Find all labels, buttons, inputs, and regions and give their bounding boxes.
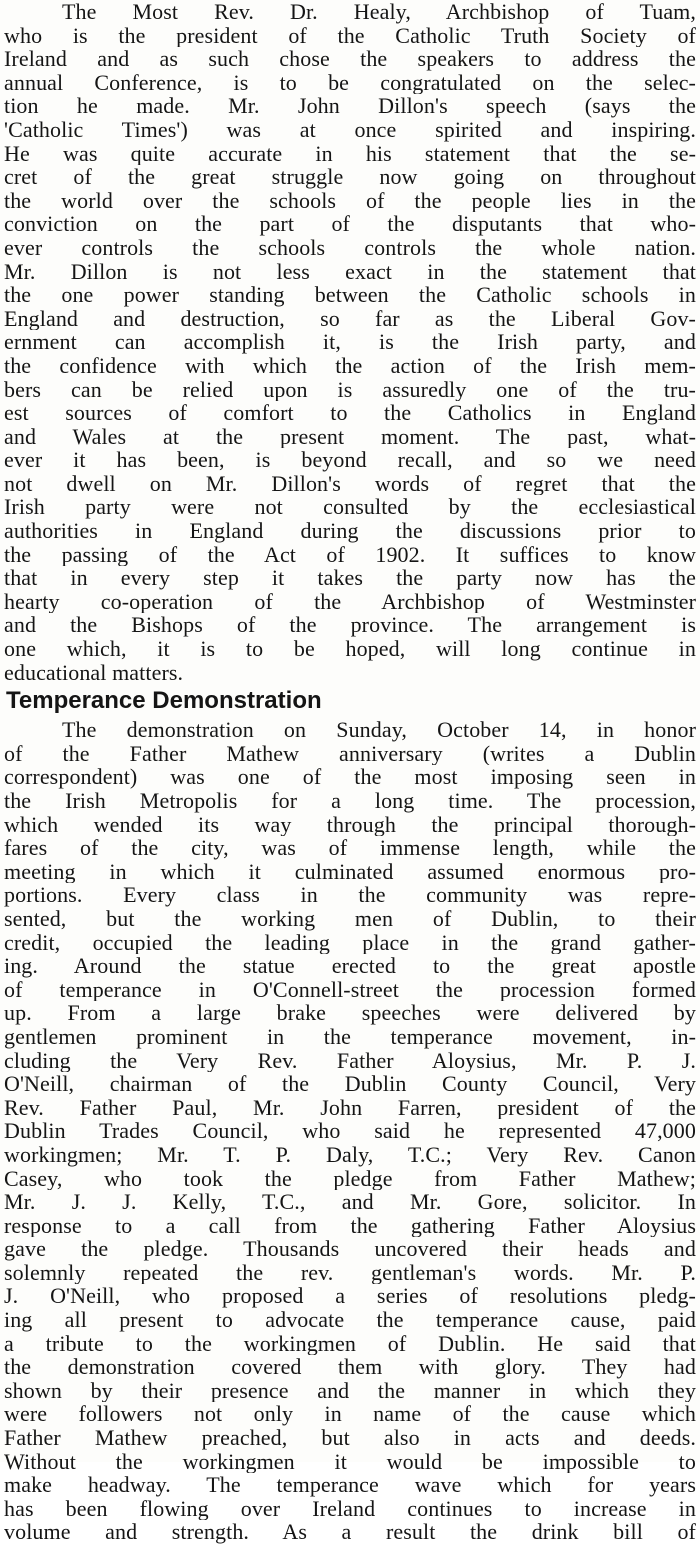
text-line: annual Conference, is to be congratulated on the selec- [4,70,696,95]
text-line: ever it has been, is beyond recall, and so we need [4,448,696,472]
text-line: correspondent) was one of the most imposing seen in [4,765,696,789]
text-line: gave the pledge. Thousands uncovered their heads and [4,1237,696,1261]
text-line: sented, but the working men of Dublin, to their [4,906,696,931]
text-line: bers can be relied upon is assuredly one of the tru- [4,377,696,402]
text-line: solemnly repeated the rev. gentleman's words. Mr. P. [4,1260,696,1285]
text-line: who is the president of the Catholic Truth Society of [4,23,696,48]
text-line: one which, it is to be hoped, will long continue in [4,637,696,661]
text-line: educational matters. [4,660,184,685]
text-line: Rev. Father Paul, Mr. John Farren, president of the [4,1095,696,1120]
text-line: England and destruction, so far as the Liberal Gov- [4,306,696,331]
text-line: the Irish Metropolis for a long time. The procession, [4,789,696,813]
text-line: 'Catholic Times') was at once spirited and inspiring. [4,117,696,142]
text-line: Dublin Trades Council, who said he represented 47,000 [4,1119,696,1143]
text-line: and the Bishops of the province. The arrangement is [4,613,696,638]
text-line: ing all present to advocate the temperance cause, paid [4,1308,696,1332]
text-line: Casey, who took the pledge from Father Mathew; [4,1166,696,1191]
text-line: The demonstration on Sunday, October 14, in honor [62,718,696,742]
text-line: a tribute to the workingmen of Dublin. He said that [4,1331,696,1356]
text-line: conviction on the part of the disputants that who- [4,212,696,236]
paragraph-healy [4,0,696,684]
text-line: shown by their presence and the manner in which they [4,1378,696,1403]
text-line: volume and strength. As a result the drink bill of [4,1520,696,1544]
text-line: cret of the great struggle now going on throughout [4,165,696,189]
text-line: Mr. Dillon is not less exact in the statement that [4,259,696,284]
text-line: of temperance in O'Connell-street the procession formed [4,977,696,1002]
text-line: make headway. The temperance wave which for years [4,1473,696,1497]
text-line: Father Mathew preached, but also in acts and deeds. [4,1426,696,1450]
text-line: response to a call from the gathering Father Aloysius [4,1213,696,1238]
text-line: The Most Rev. Dr. Healy, Archbishop of Tuam, [62,0,696,24]
text-line: fares of the city, was of immense length, while the [4,836,696,860]
text-line: Ireland and as such chose the speakers to address the [4,47,696,71]
text-line: and Wales at the present moment. The past, what- [4,424,696,449]
text-line: hearty co-operation of the Archbishop of Westminster [4,589,696,614]
paragraph-temperance [4,718,696,1544]
text-line: cluding the Very Rev. Father Aloysius, Mr. P. J. [4,1048,696,1073]
text-line: est sources of comfort to the Catholics in England [4,401,696,425]
text-line: meeting in which it culminated assumed enormous pro- [4,859,696,884]
text-line: the demonstration covered them with glory. They had [4,1355,696,1379]
text-line: ing. Around the statue erected to the great apostle [4,954,696,978]
text-line: tion he made. Mr. John Dillon's speech (says the [4,94,696,118]
text-line: the one power standing between the Catholic schools in [4,283,696,307]
text-line: Without the workingmen it would be impossible to [4,1449,696,1474]
text-line: up. From a large brake speeches were delivered by [4,1001,696,1025]
text-line: He was quite accurate in his statement that the se- [4,141,696,166]
text-line: the confidence with which the action of the Irish mem- [4,353,696,378]
text-line: not dwell on Mr. Dillon's words of regret that the [4,471,696,496]
text-line: O'Neill, chairman of the Dublin County Council, Very [4,1072,696,1096]
text-line: credit, occupied the leading place in the grand gather- [4,930,696,955]
text-line: J. O'Neill, who proposed a series of resolutions pledg- [4,1284,696,1309]
text-line: authorities in England during the discussions prior to [4,519,696,543]
text-line: that in every step it takes the party now has the [4,566,696,590]
text-line: has been flowing over Ireland continues to increase in [4,1496,696,1521]
text-line: workingmen; Mr. T. P. Daly, T.C.; Very Rev. Canon [4,1142,696,1167]
text-line: of the Father Mathew anniversary (writes a Dublin [4,741,696,766]
article-column [4,0,696,1544]
text-line: the world over the schools of the people lies in the [4,188,696,213]
text-line: portions. Every class in the community was repre- [4,883,696,907]
text-line: which wended its way through the principal thorough- [4,812,696,837]
text-line: ever controls the schools controls the whole nation. [4,235,696,260]
text-line: ernment can accomplish it, is the Irish party, and [4,330,696,354]
text-line: gentlemen prominent in the temperance movement, in- [4,1024,696,1049]
text-line: Irish party were not consulted by the ecclesiastical [4,495,696,520]
section-heading: Temperance Demonstration [6,687,322,715]
text-line: were followers not only in name of the cause which [4,1402,696,1427]
text-line: the passing of the Act of 1902. It suffices to know [4,542,696,567]
text-line: Mr. J. J. Kelly, T.C., and Mr. Gore, solicitor. In [4,1190,696,1214]
